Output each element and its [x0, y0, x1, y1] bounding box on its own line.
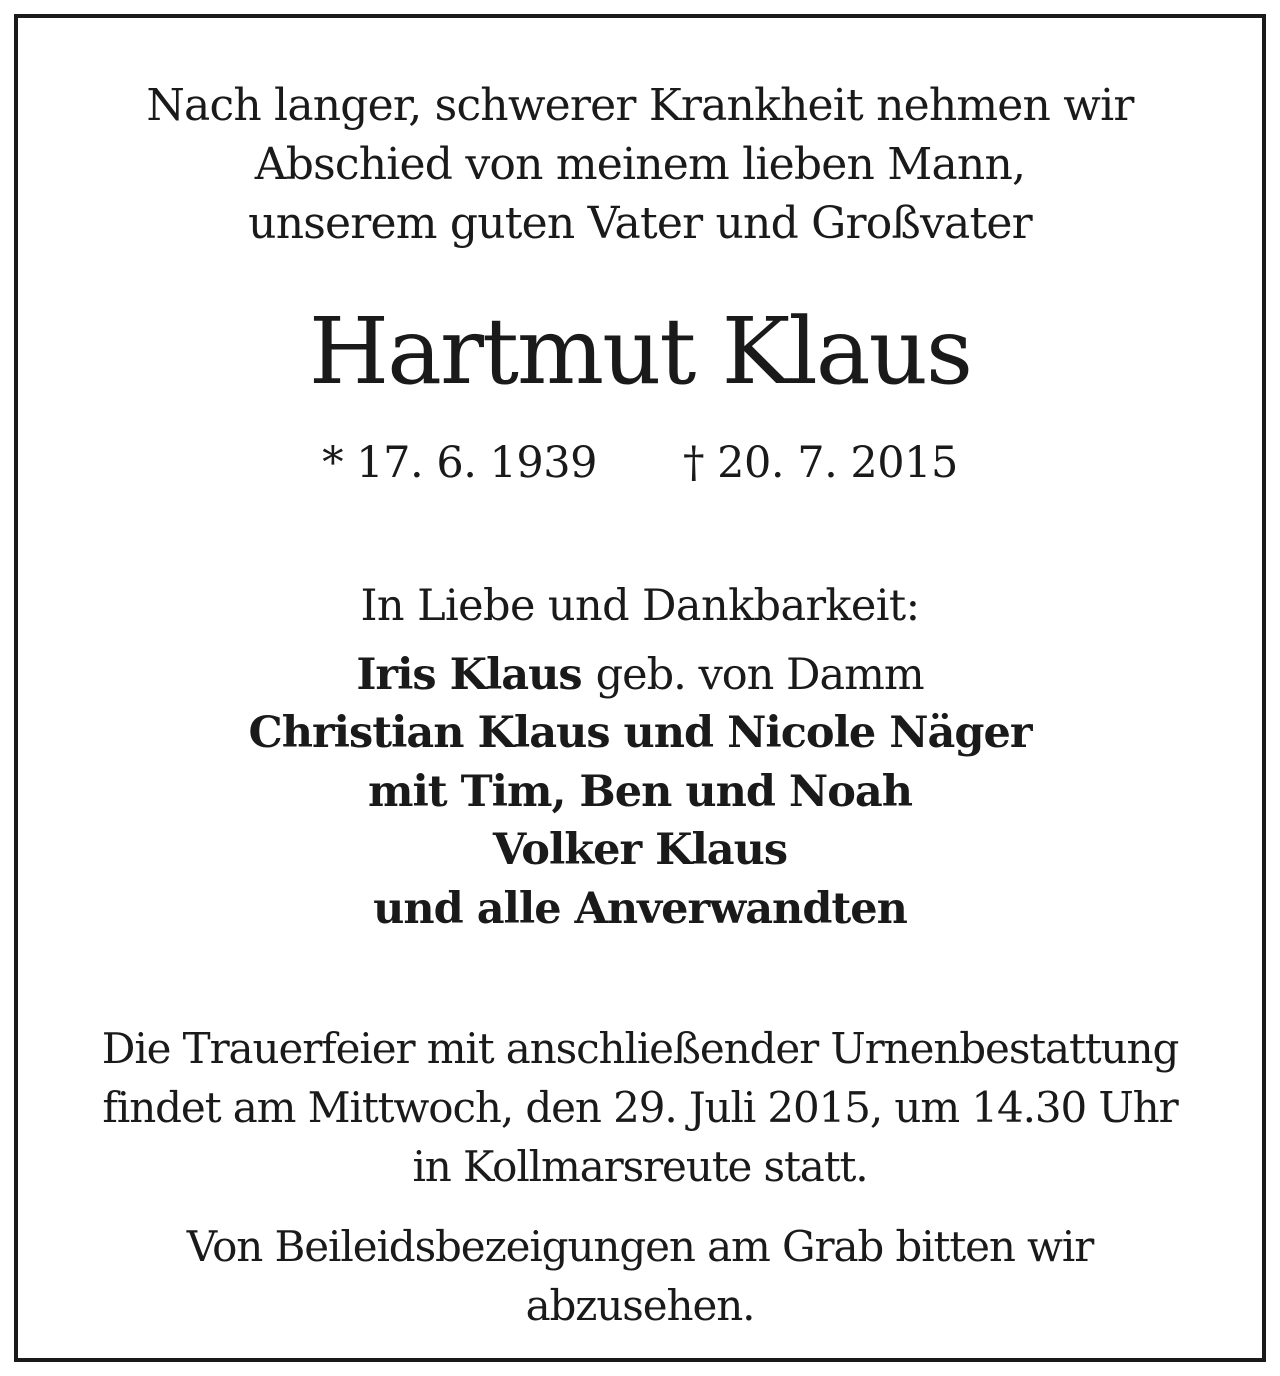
family-line-2: Christian Klaus und Nicole Näger	[248, 708, 1032, 758]
death-date: † 20. 7. 2015	[683, 438, 958, 488]
thanks-heading: In Liebe und Dankbarkeit:	[360, 581, 920, 631]
family-first-normal: geb. von Damm	[595, 650, 924, 700]
service-line-2: findet am Mittwoch, den 29. Juli 2015, um 14.30 Uhr	[102, 1083, 1178, 1132]
life-dates	[0, 438, 1280, 488]
intro-line-3: unserem guten Vater und Großvater	[248, 198, 1032, 249]
service-line-3: in Kollmarsreute statt.	[412, 1142, 868, 1191]
intro-line-2: Abschied von meinem lieben Mann,	[254, 139, 1026, 190]
family-line-3: mit Tim, Ben und Noah	[367, 767, 913, 817]
condolence-line-2: abzusehen.	[525, 1281, 755, 1330]
intro-line-1: Nach langer, schwerer Krankheit nehmen wir	[146, 80, 1134, 131]
family-line-4: Volker Klaus	[492, 825, 788, 875]
family-line-1	[0, 650, 1280, 700]
family-first-bold: Iris Klaus	[356, 650, 582, 700]
family-line-5: und alle Anverwandten	[373, 884, 907, 934]
service-line-1: Die Trauerfeier mit anschließender Urnenbestattung	[101, 1024, 1179, 1073]
condolence-line-1: Von Beileidsbezeigungen am Grab bitten wir	[186, 1222, 1094, 1271]
deceased-name: Hartmut Klaus	[308, 298, 972, 405]
birth-date: * 17. 6. 1939	[322, 438, 597, 488]
